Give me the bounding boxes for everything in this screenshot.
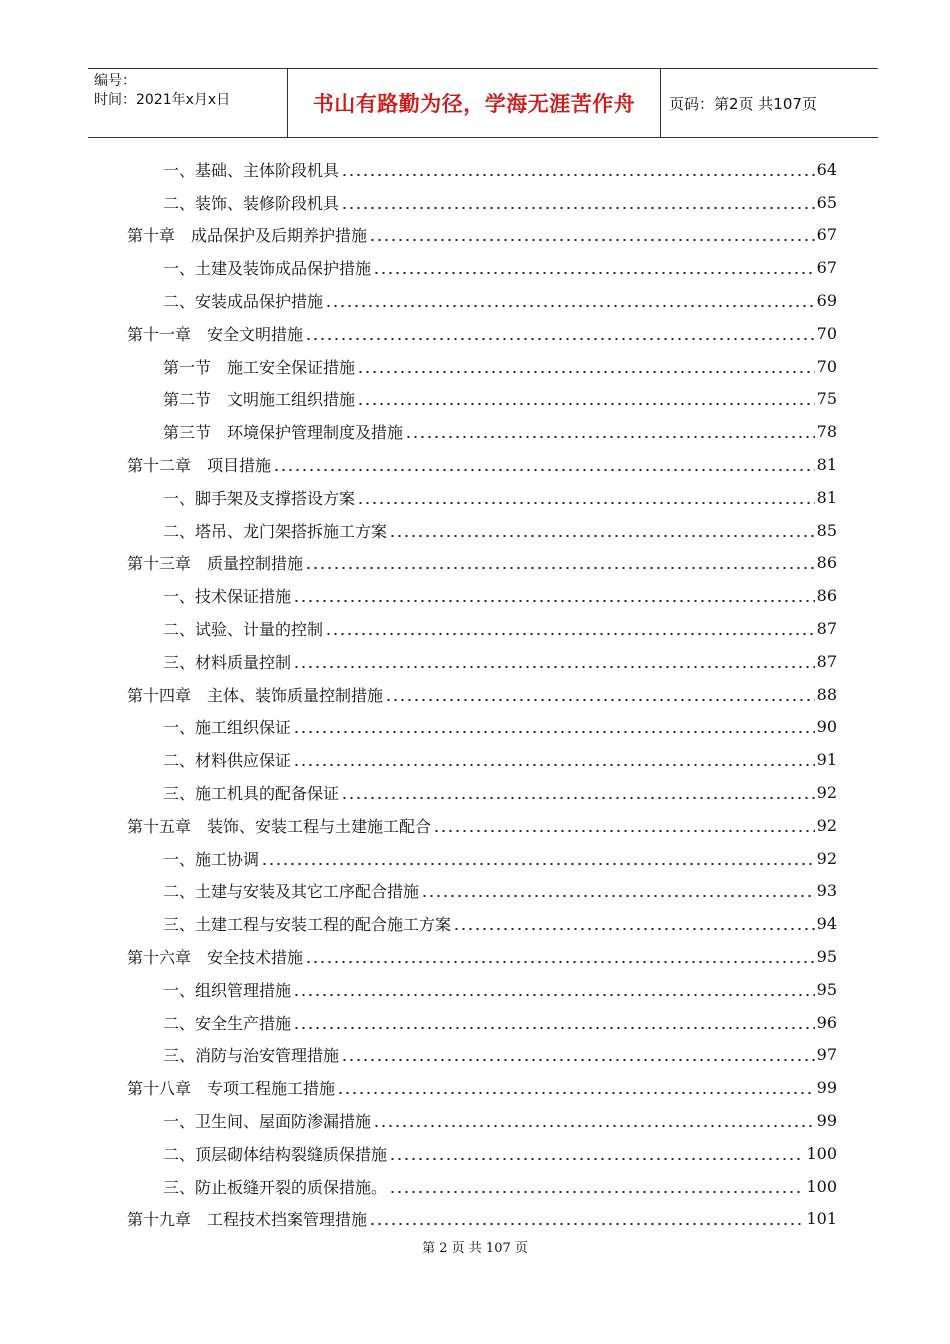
toc-chapter-entry[interactable] (127, 678, 837, 711)
toc-entry-page: 86 (816, 553, 837, 573)
toc-entry-label: 第十二章 项目措施 (127, 456, 272, 476)
toc-entry-page: 78 (816, 422, 837, 442)
toc-section-entry[interactable] (127, 579, 837, 612)
toc-entry-label: 一、技术保证措施 (163, 587, 292, 607)
page-header (88, 68, 878, 138)
page-footer: 第 2 页 共 107 页 (422, 1241, 528, 1256)
toc-entry-page: 81 (816, 487, 837, 507)
toc-dot-leader (389, 1190, 804, 1194)
toc-entry-page: 87 (816, 651, 837, 671)
toc-dot-leader (357, 402, 815, 406)
toc-entry-page: 81 (816, 455, 837, 475)
toc-dot-leader (341, 173, 815, 177)
toc-entry-label: 二、塔吊、龙门架搭拆施工方案 (163, 521, 388, 541)
toc-entry-page: 92 (816, 815, 837, 835)
toc-entry-page: 90 (816, 717, 837, 737)
toc-entry-page: 95 (816, 979, 837, 999)
toc-entry-label: 第十五章 装饰、安装工程与土建施工配合 (127, 816, 432, 836)
toc-entry-label: 第十四章 主体、装饰质量控制措施 (127, 685, 384, 705)
toc-dot-leader (293, 730, 815, 734)
toc-dot-leader (341, 1058, 815, 1062)
toc-chapter-entry[interactable] (127, 940, 837, 973)
toc-entry-page: 64 (816, 159, 837, 179)
toc-entry-label: 三、土建工程与安装工程的配合施工方案 (163, 915, 452, 935)
toc-dot-leader (385, 698, 815, 702)
toc-entry-page: 65 (816, 192, 837, 212)
toc-entry-label: 三、防止板缝开裂的质保措施。 (163, 1177, 388, 1197)
toc-entry-label: 一、组织管理措施 (163, 980, 292, 1000)
toc-dot-leader (357, 370, 815, 374)
toc-section-entry[interactable] (127, 973, 837, 1006)
toc-section-entry[interactable] (127, 612, 837, 645)
toc-dot-leader (405, 435, 815, 439)
toc-entry-page: 70 (816, 356, 837, 376)
toc-section-entry[interactable] (127, 1137, 837, 1170)
toc-entry-label: 三、施工机具的配备保证 (163, 784, 340, 804)
toc-entry-page: 93 (816, 881, 837, 901)
toc-section-entry[interactable] (127, 383, 837, 416)
toc-dot-leader (293, 599, 815, 603)
toc-entry-label: 一、施工组织保证 (163, 718, 292, 738)
toc-chapter-entry[interactable] (127, 1071, 837, 1104)
header-page-info: 页码：第2页 共107页 (669, 94, 817, 113)
toc-dot-leader (369, 1222, 804, 1226)
toc-entry-page: 67 (816, 225, 837, 245)
toc-entry-page: 70 (816, 323, 837, 343)
toc-entry-label: 二、材料供应保证 (163, 751, 292, 771)
toc-entry-label: 一、土建及装饰成品保护措施 (163, 259, 372, 279)
toc-entry-page: 75 (816, 389, 837, 409)
toc-section-entry[interactable] (127, 1006, 837, 1039)
toc-entry-label: 第一节 施工安全保证措施 (163, 357, 356, 377)
toc-dot-leader (389, 1157, 804, 1161)
toc-dot-leader (433, 829, 815, 833)
toc-entry-label: 一、卫生间、屋面防渗漏措施 (163, 1112, 372, 1131)
toc-dot-leader (293, 763, 815, 767)
toc-dot-leader (337, 1091, 815, 1095)
toc-dot-leader (373, 271, 815, 275)
toc-dot-leader (389, 534, 815, 538)
toc-dot-leader (325, 632, 815, 636)
toc-entry-page: 92 (816, 783, 837, 803)
toc-dot-leader (293, 665, 815, 669)
toc-section-entry[interactable] (127, 251, 837, 284)
toc-entry-page: 95 (816, 947, 837, 967)
toc-entry-page: 87 (816, 619, 837, 639)
toc-section-entry[interactable] (127, 481, 837, 514)
toc-dot-leader (369, 238, 815, 242)
toc-entry-label: 二、试验、计量的控制 (163, 620, 324, 640)
toc-dot-leader (305, 337, 815, 341)
toc-section-entry[interactable] (127, 153, 837, 186)
toc-dot-leader (305, 960, 815, 964)
toc-entry-label: 第三节 环境保护管理制度及措施 (163, 423, 404, 443)
toc-entry-label: 三、消防与治安管理措施 (163, 1046, 340, 1066)
toc-entry-page: 99 (816, 1078, 837, 1098)
toc-dot-leader (357, 501, 815, 505)
toc-dot-leader (341, 796, 815, 800)
toc-section-entry[interactable] (127, 776, 837, 809)
toc-chapter-entry[interactable] (127, 317, 837, 350)
toc-entry-label: 第十六章 安全技术措施 (127, 948, 304, 968)
header-motto: 书山有路勤为径，学海无涯苦作舟 (288, 69, 661, 137)
toc-section-entry[interactable] (127, 711, 837, 744)
toc-dot-leader (305, 566, 815, 570)
toc-entry-label: 一、基础、主体阶段机具 (163, 160, 340, 180)
toc-entry-label: 二、顶层砌体结构裂缝质保措施 (163, 1144, 388, 1164)
table-of-contents (127, 153, 837, 1235)
toc-dot-leader (293, 1026, 815, 1030)
toc-dot-leader (421, 894, 815, 898)
toc-entry-label: 二、安装成品保护措施 (163, 292, 324, 312)
toc-entry-label: 二、土建与安装及其它工序配合措施 (163, 882, 420, 902)
toc-entry-page: 91 (816, 750, 837, 770)
toc-entry-page: 67 (816, 258, 837, 278)
toc-entry-page: 100 (806, 1176, 837, 1196)
toc-chapter-entry[interactable] (127, 1203, 837, 1236)
toc-entry-label: 第十章 成品保护及后期养护措施 (127, 226, 368, 246)
toc-entry-page: 100 (806, 1143, 837, 1163)
toc-entry-page: 101 (806, 1209, 837, 1229)
toc-entry-page: 99 (816, 1111, 837, 1130)
header-meta (88, 69, 288, 137)
toc-entry-label: 二、装饰、装修阶段机具 (163, 193, 340, 213)
toc-entry-page: 97 (816, 1045, 837, 1065)
toc-section-entry[interactable] (127, 284, 837, 317)
toc-section-entry[interactable] (127, 842, 837, 875)
toc-section-entry[interactable] (127, 514, 837, 547)
toc-section-entry[interactable] (127, 1039, 837, 1072)
toc-section-entry[interactable] (127, 186, 837, 219)
toc-section-entry[interactable] (127, 1104, 837, 1137)
toc-entry-page: 85 (816, 520, 837, 540)
toc-dot-leader (273, 468, 815, 472)
toc-section-entry[interactable] (127, 743, 837, 776)
toc-entry-page: 88 (816, 684, 837, 704)
toc-entry-label: 第十九章 工程技术挡案管理措施 (127, 1210, 368, 1230)
toc-entry-label: 第十八章 专项工程施工措施 (127, 1079, 336, 1099)
toc-chapter-entry[interactable] (127, 448, 837, 481)
toc-dot-leader (373, 1124, 815, 1128)
toc-entry-label: 第十三章 质量控制措施 (127, 554, 304, 574)
toc-entry-label: 一、脚手架及支撑搭设方案 (163, 488, 356, 508)
toc-dot-leader (341, 206, 815, 210)
toc-section-entry[interactable] (127, 1170, 837, 1203)
toc-entry-label: 二、安全生产措施 (163, 1013, 292, 1033)
toc-entry-label: 第十一章 安全文明措施 (127, 324, 304, 344)
toc-dot-leader (325, 304, 815, 308)
toc-entry-label: 一、施工协调 (163, 849, 260, 869)
document-time: 时间：2021年x月x日 (94, 92, 231, 108)
toc-dot-leader (293, 993, 815, 997)
toc-section-entry[interactable] (127, 645, 837, 678)
toc-chapter-entry[interactable] (127, 219, 837, 252)
toc-entry-page: 96 (816, 1012, 837, 1032)
toc-entry-page: 86 (816, 586, 837, 606)
toc-dot-leader (261, 862, 815, 866)
toc-entry-label: 第二节 文明施工组织措施 (163, 390, 356, 410)
toc-chapter-entry[interactable] (127, 547, 837, 580)
toc-chapter-entry[interactable] (127, 809, 837, 842)
toc-entry-page: 94 (816, 914, 837, 934)
toc-section-entry[interactable] (127, 875, 837, 908)
toc-section-entry[interactable] (127, 415, 837, 448)
toc-section-entry[interactable] (127, 350, 837, 383)
document-number: 编号： (94, 73, 136, 89)
toc-section-entry[interactable] (127, 907, 837, 940)
toc-entry-label: 三、材料质量控制 (163, 652, 292, 672)
toc-entry-page: 92 (816, 848, 837, 868)
toc-dot-leader (453, 927, 815, 931)
toc-entry-page: 69 (816, 291, 837, 311)
